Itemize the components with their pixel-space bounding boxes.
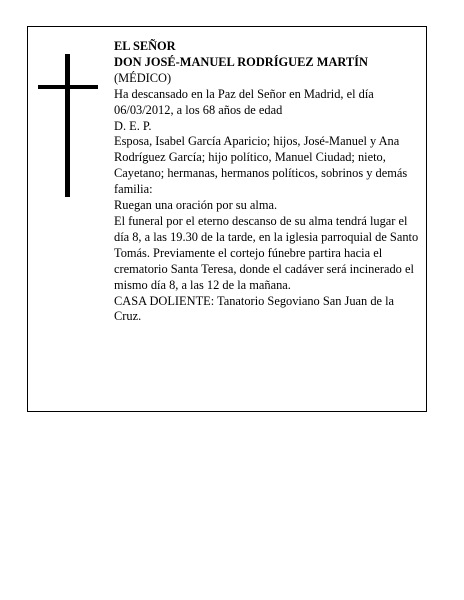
deceased-name: DON JOSÉ-MANUEL RODRÍGUEZ MARTÍN [114, 54, 368, 69]
cross-horizontal-bar [38, 85, 98, 89]
cross-vertical-bar [65, 54, 70, 197]
mourning-house: CASA DOLIENTE: Tanatorio Segoviano San Juan de la Cruz. [114, 293, 395, 324]
heading-line-1: EL SEÑOR [114, 39, 176, 53]
obituary-text [114, 39, 424, 325]
rip-line: D. E. P. [114, 118, 152, 133]
cross-icon [38, 54, 98, 197]
prayer-request: Ruegan una oración por su alma. [114, 198, 278, 213]
profession: (MÉDICO) [114, 70, 172, 85]
funeral-details: El funeral por el eterno descanso de su alma tendrá lugar el día 8, a las 19.30 de la tarde, en la iglesia parroquial de Santo Tomás. Previamente el cortejo fúnebre partira hacia el crematorio Santa Teresa, donde el cadáver será incinerado el mismo día 8, a las 12 de la mañana. [114, 213, 419, 292]
family-list: Esposa, Isabel García Aparicio; hijos, José-Manuel y Ana Rodríguez García; hijo político, Manuel Ciudad; nieto, Cayetano; hermanas, hermanos políticos, sobrinos y demás familia: [114, 134, 408, 197]
death-announcement: Ha descansado en la Paz del Señor en Madrid, el día 06/03/2012, a los 68 años de edad [114, 86, 374, 117]
